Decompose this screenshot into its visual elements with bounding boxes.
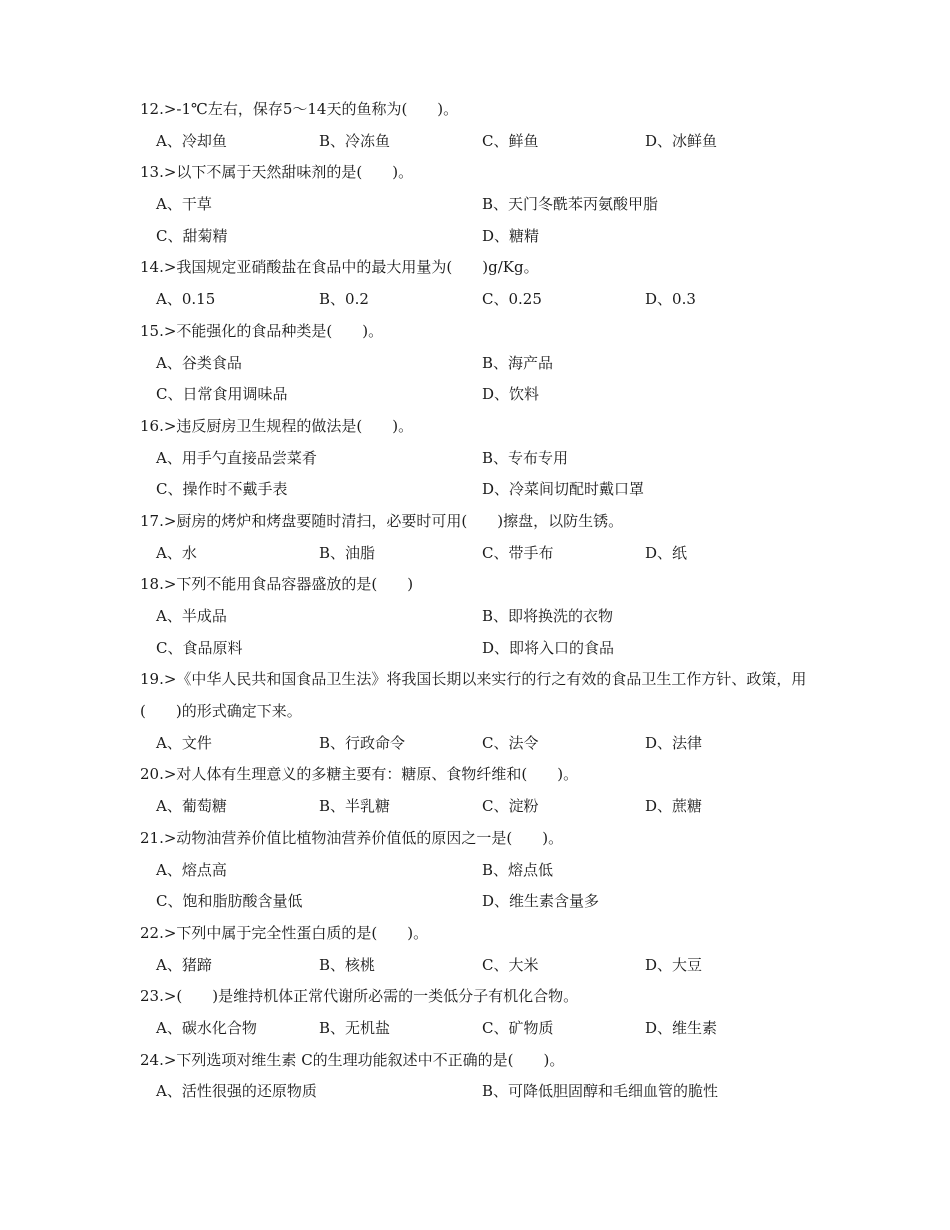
question-block xyxy=(140,569,820,664)
options-row xyxy=(140,221,820,253)
option-d: D、0.3 xyxy=(645,290,696,309)
question-stem: 17.>厨房的烤炉和烤盘要随时清扫，必要时可用( )擦盘，以防生锈。 xyxy=(140,511,624,530)
options-row xyxy=(140,474,820,506)
option-a: A、冷却鱼 xyxy=(156,131,227,150)
question-stem: 20.>对人体有生理意义的多糖主要有：糖原、食物纤维和( )。 xyxy=(140,765,579,784)
options-row xyxy=(140,284,820,316)
option-d: D、大豆 xyxy=(645,955,703,974)
option-b: B、油脂 xyxy=(319,543,376,562)
question-block xyxy=(140,918,820,981)
option-a: A、碳水化合物 xyxy=(156,1018,257,1037)
option-a: A、用手勺直接品尝菜肴 xyxy=(156,448,317,467)
option-d: D、维生素 xyxy=(645,1018,718,1037)
option-d: D、冰鲜鱼 xyxy=(645,131,718,150)
option-b: B、熔点低 xyxy=(482,860,554,879)
options-row xyxy=(140,601,820,633)
options-row xyxy=(140,728,820,760)
option-b: B、无机盐 xyxy=(319,1018,391,1037)
option-a: A、猪蹄 xyxy=(156,955,212,974)
option-d: D、饮料 xyxy=(482,385,540,404)
option-c: C、鲜鱼 xyxy=(482,131,539,150)
question-block xyxy=(140,664,820,759)
option-b: B、核桃 xyxy=(319,955,376,974)
option-c: C、0.25 xyxy=(482,290,542,309)
question-stem: 12.>-1℃左右，保存5～14天的鱼称为( )。 xyxy=(140,100,459,118)
options-row xyxy=(140,633,820,665)
option-c: C、大米 xyxy=(482,955,539,974)
option-d: D、法律 xyxy=(645,733,703,752)
question-block xyxy=(140,823,820,918)
options-row xyxy=(140,379,820,411)
question-block xyxy=(140,759,820,822)
option-a: A、半成品 xyxy=(156,607,227,625)
question-stem: 24.>下列选项对维生素 C的生理功能叙述中不正确的是( )。 xyxy=(140,1050,565,1069)
option-d: D、冷菜间切配时戴口罩 xyxy=(482,480,645,499)
question-stem: 23.>( )是维持机体正常代谢所必需的一类低分子有机化合物。 xyxy=(140,987,579,1006)
option-b: B、行政命令 xyxy=(319,733,406,752)
options-row xyxy=(140,886,820,918)
question-stem: 21.>动物油营养价值比植物油营养价值低的原因之一是( )。 xyxy=(140,828,564,847)
option-c: C、淀粉 xyxy=(482,797,539,816)
question-list xyxy=(140,94,820,1108)
question-block xyxy=(140,252,820,315)
options-row xyxy=(140,950,820,982)
option-c: C、带手布 xyxy=(482,543,554,562)
question-stem: 22.>下列中属于完全性蛋白质的是( )。 xyxy=(140,923,429,942)
option-b: B、半乳糖 xyxy=(319,797,391,816)
option-a: A、0.15 xyxy=(156,290,216,309)
options-row xyxy=(140,855,820,887)
option-c: C、饱和脂肪酸含量低 xyxy=(156,892,303,911)
question-block xyxy=(140,157,820,252)
option-b: B、即将换洗的衣物 xyxy=(482,607,614,625)
option-c: C、操作时不戴手表 xyxy=(156,480,288,499)
option-b: B、海产品 xyxy=(482,353,554,372)
options-row xyxy=(140,443,820,475)
option-a: A、文件 xyxy=(156,733,212,752)
option-a: A、水 xyxy=(156,543,197,562)
option-d: D、维生素含量多 xyxy=(482,892,600,911)
option-d: D、糖精 xyxy=(482,226,540,245)
option-c: C、法令 xyxy=(482,733,539,752)
question-stem: 15.>不能强化的食品种类是( )。 xyxy=(140,321,384,340)
option-d: D、即将入口的食品 xyxy=(482,638,615,657)
option-a: A、熔点高 xyxy=(156,860,227,879)
question-block xyxy=(140,506,820,569)
options-row xyxy=(140,126,820,158)
options-row xyxy=(140,1013,820,1045)
question-stem: 13.>以下不属于天然甜味剂的是( )。 xyxy=(140,163,414,182)
question-block xyxy=(140,316,820,411)
option-d: D、纸 xyxy=(645,543,688,562)
option-b: B、冷冻鱼 xyxy=(319,131,391,150)
question-block xyxy=(140,1045,820,1108)
option-b: B、专布专用 xyxy=(482,448,569,467)
options-row xyxy=(140,189,820,221)
option-c: C、日常食用调味品 xyxy=(156,385,288,404)
option-c: C、食品原料 xyxy=(156,638,243,657)
option-c: C、矿物质 xyxy=(482,1018,554,1037)
option-a: A、葡萄糖 xyxy=(156,797,227,816)
question-block xyxy=(140,94,820,157)
options-row xyxy=(140,791,820,823)
option-b: B、0.2 xyxy=(319,290,369,309)
option-c: C、甜菊精 xyxy=(156,226,228,245)
option-b: B、天门冬酰苯丙氨酸甲脂 xyxy=(482,195,659,214)
question-stem: 14.>我国规定亚硝酸盐在食品中的最大用量为( )g/Kg。 xyxy=(140,258,539,277)
option-a: A、干草 xyxy=(156,195,212,214)
options-row xyxy=(140,1076,820,1108)
question-stem: 18.>下列不能用食品容器盛放的是( ) xyxy=(140,575,414,594)
question-block xyxy=(140,411,820,506)
question-block xyxy=(140,981,820,1044)
question-stem: 19.>《中华人民共和国食品卫生法》将我国长期以来实行的行之有效的食品卫生工作方针、政策，用( )的形式确定下来。 xyxy=(140,670,807,721)
options-row xyxy=(140,348,820,380)
option-a: A、活性很强的还原物质 xyxy=(156,1082,317,1101)
options-row xyxy=(140,538,820,570)
option-a: A、谷类食品 xyxy=(156,353,242,372)
option-b: B、可降低胆固醇和毛细血管的脆性 xyxy=(482,1082,719,1101)
option-d: D、蔗糖 xyxy=(645,797,703,816)
question-stem: 16.>违反厨房卫生规程的做法是( )。 xyxy=(140,416,414,435)
